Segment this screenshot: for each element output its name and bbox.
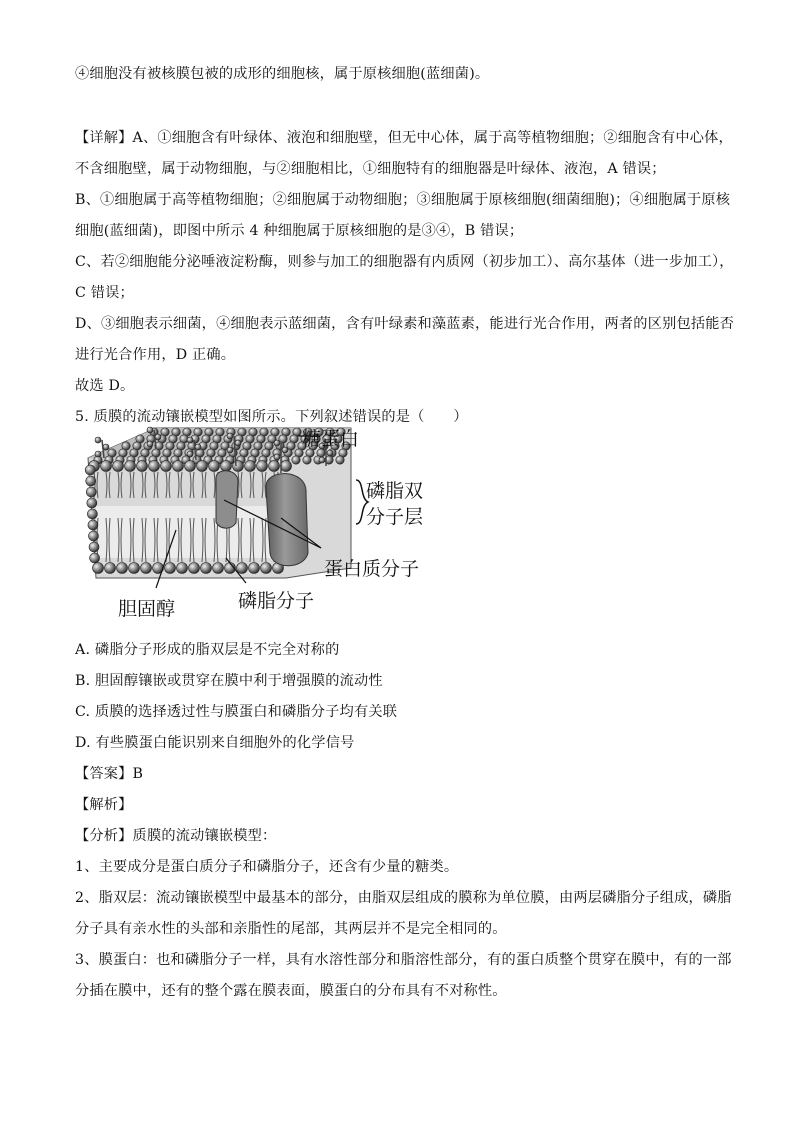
text-line: D、③细胞表示细菌，④细胞表示蓝细菌，含有叶绿素和藻蓝素，能进行光合作用，两者的区别包括能否 bbox=[75, 316, 735, 332]
protein-molecule bbox=[266, 474, 308, 566]
phospholipid-head bbox=[95, 437, 101, 443]
phospholipid-head bbox=[213, 563, 224, 574]
text-line: 细胞(蓝细菌)，即图中所示 4 种细胞属于原核细胞的是③④，B 错误； bbox=[75, 223, 524, 239]
phospholipid-head bbox=[101, 461, 112, 472]
phospholipid-head bbox=[161, 461, 172, 472]
phospholipid-head bbox=[86, 476, 96, 486]
text-line: 3、膜蛋白：也和磷脂分子一样，具有水溶性部分和脂溶性部分，有的蛋白质整个贯穿在膜中，有的一部 bbox=[75, 952, 732, 968]
phospholipid-head bbox=[147, 441, 153, 447]
phospholipid-head bbox=[177, 563, 188, 574]
phospholipid-head bbox=[201, 563, 212, 574]
phospholipid-head bbox=[303, 456, 311, 464]
phospholipid-head bbox=[274, 440, 280, 446]
phospholipid-head bbox=[129, 563, 140, 574]
phospholipid-head bbox=[93, 563, 104, 574]
phospholipid-head bbox=[257, 461, 268, 472]
phospholipid-head bbox=[197, 461, 208, 472]
phospholipid-head bbox=[103, 444, 109, 450]
phospholipid-head bbox=[187, 451, 193, 457]
glycoprotein-label: 糖蛋白 bbox=[302, 428, 360, 450]
phospholipid-head bbox=[88, 520, 98, 530]
option-d: D. 有些膜蛋白能识别来自细胞外的化学信号 bbox=[75, 735, 355, 751]
phospholipid-head bbox=[90, 553, 100, 563]
phospholipid-head bbox=[189, 563, 200, 574]
phospholipid-head bbox=[227, 433, 233, 439]
phospholipid-head bbox=[235, 440, 241, 446]
phospholipid-head bbox=[113, 461, 124, 472]
phospholipid-head bbox=[274, 454, 280, 460]
phospholipid-head bbox=[281, 461, 292, 472]
phospholipid-head bbox=[155, 434, 161, 440]
phospholipid-head bbox=[221, 461, 232, 472]
phospholipid-head bbox=[237, 563, 248, 574]
phospholipid-head bbox=[105, 563, 116, 574]
option-a: A. 磷脂分子形成的脂双层是不完全对称的 bbox=[75, 642, 340, 658]
phospholipid-head bbox=[227, 447, 233, 453]
phospholipid-head bbox=[86, 487, 96, 497]
question-stem: 5. 质膜的流动镶嵌模型如图所示。下列叙述错误的是（ ） bbox=[75, 409, 468, 425]
phospholipid-head bbox=[187, 437, 193, 443]
option-b: B. 胆固醇镶嵌或贯穿在膜中利于增强膜的流动性 bbox=[75, 673, 383, 689]
phospholipid-head bbox=[85, 465, 95, 475]
text-line: C 错误； bbox=[75, 285, 134, 301]
phospholipid-head bbox=[319, 457, 325, 463]
cholesterol-label: 胆固醇 bbox=[118, 598, 176, 620]
phospholipid-head bbox=[141, 563, 152, 574]
phospholipid-head bbox=[195, 444, 201, 450]
phospholipid-head bbox=[89, 542, 99, 552]
text-line: 【分析】质膜的流动镶嵌模型： bbox=[75, 828, 277, 844]
phospholipid-head bbox=[336, 456, 344, 464]
text-line: 进行光合作用，D 正确。 bbox=[75, 347, 236, 363]
phospholipid-head bbox=[89, 531, 99, 541]
phospholipid-head bbox=[147, 427, 153, 433]
phospholipid-head bbox=[269, 461, 280, 472]
protein-molecule bbox=[216, 471, 238, 528]
phospholipid-head bbox=[87, 509, 97, 519]
text-line: 故选 D。 bbox=[75, 378, 135, 394]
phospholipid-head bbox=[117, 563, 128, 574]
membrane-figure bbox=[76, 418, 446, 623]
analysis-heading: 【解析】 bbox=[75, 797, 133, 813]
phospholipid-head bbox=[137, 461, 148, 472]
text-line: 分插在膜中，还有的整个露在膜表面，膜蛋白的分布具有不对称性。 bbox=[75, 983, 507, 999]
text-line: C、若②细胞能分泌唾液淀粉酶，则参与加工的细胞器有内质网（初步加工）、高尔基体（进一步加工）， bbox=[75, 254, 734, 270]
phospholipid-label: 磷脂分子 bbox=[238, 590, 315, 612]
bilayer-label-1: 磷脂双 bbox=[366, 480, 424, 502]
text-line: 不含细胞壁，属于动物细胞，与②细胞相比，①细胞特有的细胞器是叶绿体、液泡，A 错误； bbox=[75, 161, 666, 177]
phospholipid-head bbox=[233, 461, 244, 472]
phospholipid-head bbox=[95, 451, 101, 457]
phospholipid-head bbox=[282, 447, 288, 453]
option-c: C. 质膜的选择透过性与膜蛋白和磷脂分子均有关联 bbox=[75, 704, 398, 720]
protein-label: 蛋白质分子 bbox=[324, 558, 420, 580]
answer-line: 【答案】B bbox=[75, 766, 144, 782]
phospholipid-head bbox=[149, 461, 160, 472]
text-line: B、①细胞属于高等植物细胞；②细胞属于动物细胞；③细胞属于原核细胞(细菌细胞)；④细胞属于原核 bbox=[75, 192, 731, 208]
text-line: 【详解】A、①细胞含有叶绿体、液泡和细胞壁，但无中心体，属于高等植物细胞；②细胞含有中心体， bbox=[75, 130, 733, 146]
phospholipid-head bbox=[173, 461, 184, 472]
phospholipid-head bbox=[185, 461, 196, 472]
phospholipid-head bbox=[292, 456, 300, 464]
text-line: 2、脂双层：流动镶嵌模型中最基本的部分，由脂双层组成的膜称为单位膜，由两层磷脂分子组成，磷脂 bbox=[75, 890, 732, 906]
phospholipid-head bbox=[261, 563, 272, 574]
text-line: 1、主要成分是蛋白质分子和磷脂分子，还含有少量的糖类。 bbox=[75, 859, 459, 875]
phospholipid-head bbox=[209, 461, 220, 472]
text-line: ④细胞没有被核膜包被的成形的细胞核，属于原核细胞(蓝细菌)。 bbox=[75, 66, 490, 82]
phospholipid-head bbox=[87, 498, 97, 508]
phospholipid-head bbox=[249, 563, 260, 574]
bilayer-label-2: 分子层 bbox=[366, 506, 424, 528]
phospholipid-head bbox=[165, 563, 176, 574]
phospholipid-head bbox=[125, 461, 136, 472]
text-line: 分子具有亲水性的头部和亲脂性的尾部，其两层并不是完全相同的。 bbox=[75, 921, 507, 937]
phospholipid-head bbox=[245, 461, 256, 472]
